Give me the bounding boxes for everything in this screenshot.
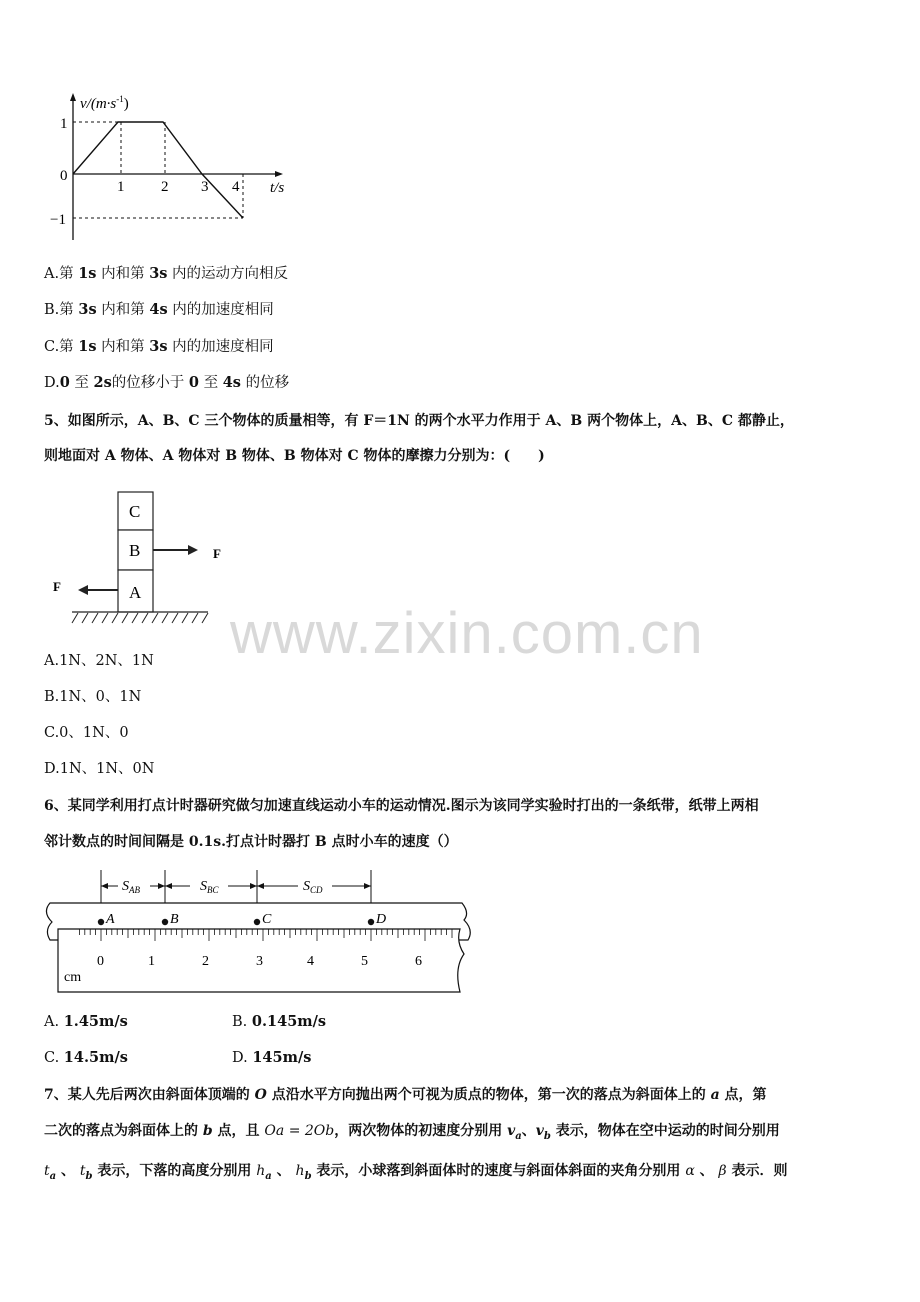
point-c-label: C xyxy=(262,912,272,927)
q6-text-line1: 6、某同学利用打点计时器研究做匀加速直线运动小车的运动情况.图示为该同学实验时打出的一条纸带，纸带上两相 xyxy=(44,798,759,814)
q4-option-a: A.第 1s 内和第 3s 内的运动方向相反 xyxy=(44,265,289,282)
x-axis-label: t/s xyxy=(270,180,285,196)
ruler-num-2: 2 xyxy=(202,954,209,969)
y-axis-arrow xyxy=(70,93,76,101)
force-left-label: F xyxy=(53,579,61,594)
q6-text-line2: 邻计数点的时间间隔是 0.1s.打点计时器打 B 点时小车的速度（） xyxy=(44,834,458,850)
q5-option-a: A.1N、2N、1N xyxy=(44,653,154,669)
q6-option-b: B. 0.145m/s xyxy=(232,1013,327,1030)
q5-option-b: B.1N、0、1N xyxy=(44,689,142,705)
q7-text-line2: 二次的落点为斜面体上的 b 点，且 Oa = 2Ob，两次物体的初速度分别用 $v_a$、$v_b$ 表示，物体在空中运动的时间分别用 xyxy=(44,1123,780,1142)
ruler-num-0: 0 xyxy=(97,954,104,969)
force-right-arrowhead xyxy=(188,545,198,555)
q4-option-d: D.0 至 2s的位移小于 0 至 4s 的位移 xyxy=(44,374,290,391)
q7-text-line1: 7、某人先后两次由斜面体顶端的 O 点沿水平方向抛出两个可视为质点的物体，第一次的落点为斜面体上的 a 点，第 xyxy=(44,1087,767,1103)
ruler-num-5: 5 xyxy=(361,954,368,969)
block-b-label: B xyxy=(129,541,141,560)
q5-option-d: D.1N、1N、0N xyxy=(44,761,155,777)
block-a-label: A xyxy=(129,583,142,602)
q7-text-line3: $t_a$ 、 $t_b$ 表示，下落的高度分别用 $h_a$ 、 $h_b$ 表示，小球落到斜面体时的速度与斜面体斜面的夹角分别用 α 、 β 表示．则 xyxy=(44,1163,788,1182)
point-c-dot xyxy=(254,919,260,925)
block-c-label: C xyxy=(129,502,141,521)
point-b-label: B xyxy=(170,912,179,927)
q4-option-c: C.第 1s 内和第 3s 内的加速度相同 xyxy=(44,338,274,355)
force-left-arrowhead xyxy=(78,585,88,595)
blocks-figure xyxy=(48,485,228,630)
q5-text-line1: 5、如图所示，A、B、C 三个物体的质量相等，有 F＝1N 的两个水平力作用于 A、B 两个物体上，A、B、C 都静止， xyxy=(44,413,794,429)
velocity-line xyxy=(73,122,243,218)
force-right-label: F xyxy=(213,546,221,561)
y-tick-neg1: −1 xyxy=(50,212,66,228)
segment-bc-label: $S_{BC}$ xyxy=(200,879,219,895)
point-b-dot xyxy=(162,919,168,925)
y-tick-1: 1 xyxy=(60,116,68,132)
y-tick-0: 0 xyxy=(60,168,68,184)
point-d-dot xyxy=(368,919,374,925)
ruler-num-1: 1 xyxy=(148,954,155,969)
x-tick-1: 1 xyxy=(117,179,125,195)
q6-option-a: A. 1.45m/s xyxy=(44,1013,128,1030)
x-tick-4: 4 xyxy=(232,179,240,195)
ruler-num-4: 4 xyxy=(307,954,314,969)
watermark: www.zixin.com.cn xyxy=(230,601,704,666)
point-a-dot xyxy=(98,919,104,925)
q6-option-c: C. 14.5m/s xyxy=(44,1049,128,1066)
segment-ab-label: $S_{AB}$ xyxy=(122,879,140,895)
q6-option-d: D. 145m/s xyxy=(232,1049,312,1066)
velocity-time-graph xyxy=(40,90,310,250)
point-d-label: D xyxy=(376,912,387,927)
ground-hatch xyxy=(72,613,208,623)
x-tick-2: 2 xyxy=(161,179,169,195)
q5-text-line2: 则地面对 A 物体、A 物体对 B 物体、B 物体对 C 物体的摩擦力分别为：( ) xyxy=(44,448,545,464)
ruler-num-6: 6 xyxy=(415,954,422,969)
x-tick-3: 3 xyxy=(201,179,209,195)
q4-option-b: B.第 3s 内和第 4s 内的加速度相同 xyxy=(44,301,274,318)
y-axis-label: $v/(m\cdot s^{-1})$ xyxy=(80,94,129,112)
x-axis-arrow xyxy=(275,171,283,177)
tape-ruler-figure xyxy=(40,868,480,998)
q5-option-c: C.0、1N、0 xyxy=(44,725,129,741)
ruler-unit: cm xyxy=(64,970,82,985)
ruler-num-3: 3 xyxy=(256,954,263,969)
point-a-label: A xyxy=(106,912,115,927)
segment-cd-label: $S_{CD}$ xyxy=(303,879,323,895)
